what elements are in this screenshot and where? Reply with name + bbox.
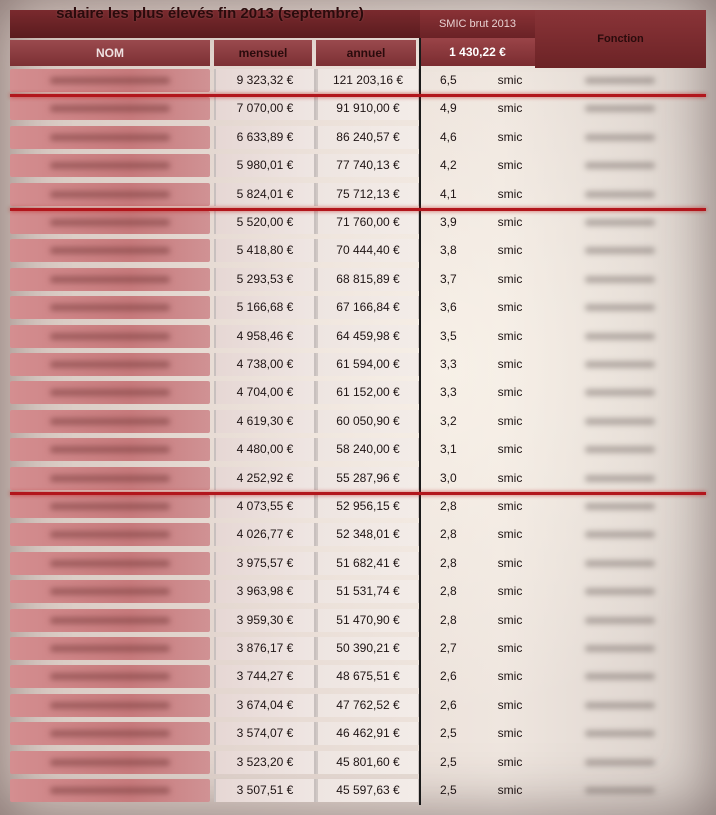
function-cell-redacted (545, 325, 695, 348)
table-row (0, 209, 716, 236)
name-cell-redacted (10, 779, 210, 802)
monthly-salary: 7 070,00 € (214, 97, 316, 120)
column-header-mensuel: mensuel (214, 40, 312, 66)
annual-salary: 51 531,74 € (316, 580, 420, 603)
smic-ratio: 4,1 (440, 186, 457, 201)
table-row (0, 720, 716, 747)
monthly-salary: 3 744,27 € (214, 665, 316, 688)
annual-salary: 67 166,84 € (316, 296, 420, 319)
table-row (0, 67, 716, 94)
function-cell-redacted (545, 268, 695, 291)
smic-ratio: 3,1 (440, 442, 457, 457)
annual-salary: 55 287,96 € (316, 467, 420, 490)
smic-ratio: 2,8 (440, 499, 457, 513)
function-cell-redacted (545, 467, 695, 490)
annual-salary: 61 594,00 € (316, 353, 420, 376)
smic-ratio: 2,8 (440, 527, 457, 542)
function-cell-redacted (545, 69, 695, 92)
table-row (0, 95, 716, 122)
monthly-salary: 3 523,20 € (214, 751, 316, 774)
function-cell-redacted (545, 97, 695, 120)
smic-ratio: 3,9 (440, 215, 457, 229)
table-row (0, 607, 716, 634)
monthly-salary: 4 738,00 € (214, 353, 316, 376)
smic-unit: smic (497, 754, 523, 769)
name-cell-redacted (10, 239, 210, 262)
monthly-salary: 5 418,80 € (214, 239, 316, 262)
table-row (0, 578, 716, 605)
name-cell-redacted (10, 665, 210, 688)
annual-salary: 51 470,90 € (316, 609, 420, 632)
table-row (0, 323, 716, 350)
annual-salary: 121 203,16 € (316, 69, 420, 92)
smic-ratio: 2,8 (440, 612, 457, 627)
function-cell-redacted (545, 523, 695, 546)
function-cell-redacted (545, 609, 695, 632)
smic-unit: smic (497, 413, 523, 428)
smic-value: 1 430,22 € (449, 45, 506, 59)
smic-unit: smic (497, 555, 523, 570)
function-cell-redacted (545, 751, 695, 774)
table-row (0, 692, 716, 719)
smic-unit: smic (497, 499, 523, 513)
table-row (0, 663, 716, 690)
monthly-salary: 5 293,53 € (214, 268, 316, 291)
smic-unit: smic (497, 612, 523, 627)
name-cell-redacted (10, 381, 210, 404)
annual-salary: 64 459,98 € (316, 325, 420, 348)
annual-salary: 58 240,00 € (316, 438, 420, 461)
table-row (0, 749, 716, 776)
annual-salary: 91 910,00 € (316, 97, 420, 120)
function-cell-redacted (545, 126, 695, 149)
monthly-salary: 4 619,30 € (214, 410, 316, 433)
annual-salary: 86 240,57 € (316, 126, 420, 149)
smic-ratio: 2,6 (440, 697, 457, 712)
function-cell-redacted (545, 495, 695, 518)
smic-ratio: 2,5 (440, 726, 457, 741)
smic-ratio: 4,2 (440, 158, 457, 173)
column-header-annuel: annuel (316, 40, 416, 66)
smic-unit: smic (497, 726, 523, 741)
smic-ratio: 2,7 (440, 641, 457, 655)
smic-unit: smic (497, 783, 523, 797)
smic-unit: smic (497, 328, 523, 343)
smic-ratio: 3,3 (440, 357, 457, 371)
name-cell-redacted (10, 325, 210, 348)
monthly-salary: 5 520,00 € (214, 211, 316, 234)
name-cell-redacted (10, 694, 210, 717)
smic-unit: smic (497, 158, 523, 173)
table-row (0, 408, 716, 435)
monthly-salary: 3 876,17 € (214, 637, 316, 660)
table-row (0, 294, 716, 321)
annual-salary: 52 956,15 € (316, 495, 420, 518)
annual-salary: 45 597,63 € (316, 779, 420, 802)
monthly-salary: 3 674,04 € (214, 694, 316, 717)
smic-unit: smic (497, 697, 523, 712)
name-cell-redacted (10, 637, 210, 660)
function-cell-redacted (545, 239, 695, 262)
annual-salary: 48 675,51 € (316, 665, 420, 688)
smic-unit: smic (497, 73, 523, 87)
function-cell-redacted (545, 580, 695, 603)
column-header-nom: NOM (10, 40, 210, 66)
annual-salary: 61 152,00 € (316, 381, 420, 404)
name-cell-redacted (10, 268, 210, 291)
name-cell-redacted (10, 69, 210, 92)
annual-salary: 52 348,01 € (316, 523, 420, 546)
name-cell-redacted (10, 353, 210, 376)
name-cell-redacted (10, 296, 210, 319)
annual-salary: 60 050,90 € (316, 410, 420, 433)
monthly-salary: 3 963,98 € (214, 580, 316, 603)
smic-ratio: 6,5 (440, 73, 457, 87)
function-cell-redacted (545, 637, 695, 660)
column-header-fonction: Fonction (597, 33, 644, 45)
table-row (0, 635, 716, 662)
table-row (0, 181, 716, 208)
smic-unit: smic (497, 101, 523, 116)
smic-ratio: 4,9 (440, 101, 457, 116)
annual-salary: 75 712,13 € (316, 183, 420, 206)
name-cell-redacted (10, 183, 210, 206)
function-cell-redacted (545, 211, 695, 234)
smic-ratio: 3,7 (440, 271, 457, 286)
annual-salary: 46 462,91 € (316, 722, 420, 745)
monthly-salary: 4 704,00 € (214, 381, 316, 404)
name-cell-redacted (10, 552, 210, 575)
smic-unit: smic (497, 527, 523, 542)
smic-ratio: 3,5 (440, 328, 457, 343)
smic-ratio: 2,5 (440, 783, 457, 797)
name-cell-redacted (10, 722, 210, 745)
smic-unit: smic (497, 186, 523, 201)
monthly-salary: 4 026,77 € (214, 523, 316, 546)
annual-salary: 47 762,52 € (316, 694, 420, 717)
function-cell-redacted (545, 665, 695, 688)
smic-unit: smic (497, 669, 523, 684)
smic-ratio: 3,3 (440, 385, 457, 400)
smic-unit: smic (497, 584, 523, 599)
table-row (0, 777, 716, 804)
smic-unit: smic (497, 300, 523, 315)
monthly-salary: 5 166,68 € (214, 296, 316, 319)
annual-salary: 70 444,40 € (316, 239, 420, 262)
annual-salary: 68 815,89 € (316, 268, 420, 291)
smic-unit: smic (497, 271, 523, 286)
table-row (0, 266, 716, 293)
name-cell-redacted (10, 97, 210, 120)
function-cell-redacted (545, 154, 695, 177)
name-cell-redacted (10, 126, 210, 149)
function-cell-redacted (545, 353, 695, 376)
annual-salary: 45 801,60 € (316, 751, 420, 774)
function-cell-redacted (545, 296, 695, 319)
smic-unit: smic (497, 641, 523, 655)
table-row (0, 351, 716, 378)
monthly-salary: 3 507,51 € (214, 779, 316, 802)
name-cell-redacted (10, 154, 210, 177)
monthly-salary: 3 959,30 € (214, 609, 316, 632)
row-separator (10, 208, 706, 211)
table-row (0, 436, 716, 463)
table-row (0, 379, 716, 406)
function-cell-redacted (545, 183, 695, 206)
monthly-salary: 4 958,46 € (214, 325, 316, 348)
smic-unit: smic (497, 442, 523, 457)
smic-ratio: 3,8 (440, 243, 457, 258)
smic-ratio: 2,5 (440, 754, 457, 769)
table-row (0, 550, 716, 577)
function-cell-redacted (545, 779, 695, 802)
smic-ratio: 2,8 (440, 584, 457, 599)
row-separator (10, 492, 706, 495)
smic-unit: smic (497, 129, 523, 144)
smic-unit: smic (497, 470, 523, 485)
page-title: salaire les plus élevés fin 2013 (septembre) (56, 5, 364, 22)
smic-unit: smic (497, 215, 523, 229)
smic-ratio: 3,2 (440, 413, 457, 428)
name-cell-redacted (10, 609, 210, 632)
name-cell-redacted (10, 467, 210, 490)
table-row (0, 152, 716, 179)
smic-ratio: 2,8 (440, 555, 457, 570)
function-cell-redacted (545, 381, 695, 404)
name-cell-redacted (10, 410, 210, 433)
monthly-salary: 3 574,07 € (214, 722, 316, 745)
monthly-salary: 3 975,57 € (214, 552, 316, 575)
smic-unit: smic (497, 385, 523, 400)
name-cell-redacted (10, 523, 210, 546)
monthly-salary: 4 252,92 € (214, 467, 316, 490)
function-cell-redacted (545, 552, 695, 575)
monthly-salary: 9 323,32 € (214, 69, 316, 92)
name-cell-redacted (10, 495, 210, 518)
monthly-salary: 4 480,00 € (214, 438, 316, 461)
smic-ratio: 3,6 (440, 300, 457, 315)
function-cell-redacted (545, 438, 695, 461)
annual-salary: 50 390,21 € (316, 637, 420, 660)
monthly-salary: 6 633,89 € (214, 126, 316, 149)
function-cell-redacted (545, 410, 695, 433)
table-row (0, 124, 716, 151)
annual-salary: 77 740,13 € (316, 154, 420, 177)
table-row (0, 521, 716, 548)
name-cell-redacted (10, 438, 210, 461)
table-row (0, 465, 716, 492)
smic-ratio: 3,0 (440, 470, 457, 485)
column-divider (419, 38, 421, 805)
monthly-salary: 4 073,55 € (214, 495, 316, 518)
annual-salary: 71 760,00 € (316, 211, 420, 234)
table-row (0, 493, 716, 520)
name-cell-redacted (10, 751, 210, 774)
smic-unit: smic (497, 243, 523, 258)
smic-unit: smic (497, 357, 523, 371)
row-separator (10, 94, 706, 97)
smic-label: SMIC brut 2013 (438, 18, 517, 30)
annual-salary: 51 682,41 € (316, 552, 420, 575)
name-cell-redacted (10, 211, 210, 234)
monthly-salary: 5 824,01 € (214, 183, 316, 206)
name-cell-redacted (10, 580, 210, 603)
smic-ratio: 4,6 (440, 129, 457, 144)
smic-ratio: 2,6 (440, 669, 457, 684)
table-row (0, 237, 716, 264)
function-cell-redacted (545, 722, 695, 745)
monthly-salary: 5 980,01 € (214, 154, 316, 177)
function-cell-redacted (545, 694, 695, 717)
